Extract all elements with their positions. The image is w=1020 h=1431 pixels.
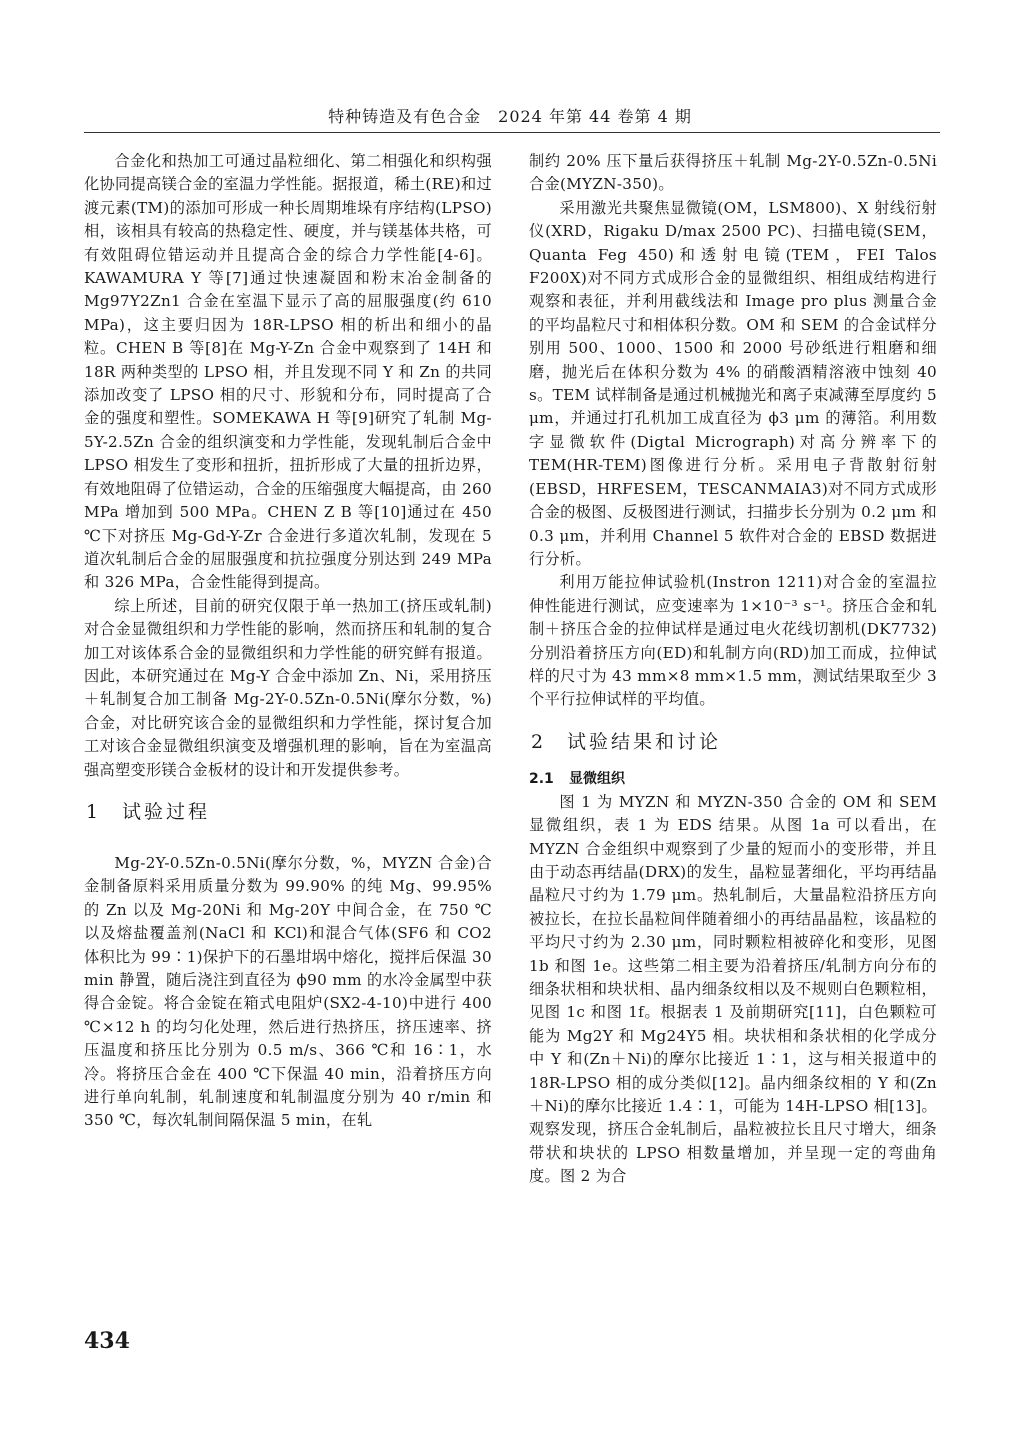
page-number: 434 (84, 1328, 130, 1354)
experiment-paragraph-2: 采用激光共聚焦显微镜(OM，LSM800)、X 射线衍射仪(XRD，Rigaku D/max 2500 PC)、扫描电镜(SEM，Quanta Feg 450)和透射电镜(TEM，FEI Talos F200X)对不同方式成形合金的显微组织、相组成结构进行观察和表征，并利用截线法和 Image pro plus 测量合金的平均晶粒尺寸和相体积分数。OM 和 SEM 的合金试样分别用 500、1000、1500 和 2000 号砂纸进行粗磨和细磨，抛光后在体积分数为 4% 的硝酸酒精溶液中蚀刻 40 s。TEM 试样制备是通过机械抛光和离子束减薄至厚度约 5 μm，并通过打孔机加工成直径为 ϕ3 μm 的薄箔。利用数字显微软件(Digtal Micrograph)对高分辨率下的 TEM(HR-TEM)图像进行分析。采用电子背散射衍射(EBSD，HRFESEM，TESCANMAIA3)对不同方式成形合金的极图、反极图进行测试，扫描步长分别为 0.2 μm 和 0.3 μm，并利用 Channel 5 软件对合金的 EBSD 数据进行分析。 (529, 198, 937, 568)
section-1-title: 试验过程 (122, 800, 211, 823)
section-1-heading (84, 800, 492, 824)
subsection-2-1-title: 显微组织 (569, 770, 625, 787)
subsection-2-1-heading (529, 768, 937, 791)
intro-paragraph-2: 综上所述，目前的研究仅限于单一热加工(挤压或轧制)对合金显微组织和力学性能的影响，然而挤压和轧制的复合加工对该体系合金的显微组织和力学性能的研究鲜有报道。因此，本研究通过在 Mg-Y 合金中添加 Zn、Ni，采用挤压＋轧制复合加工制备 Mg-2Y-0.5Zn-0.5Ni(摩尔分数，%)合金，对比研究该合金的显微组织和力学性能，探讨复合加工对该合金显微组织演变及增强机理的影响，旨在为室温高强高塑变形镁合金板材的设计和开发提供参考。 (84, 596, 492, 779)
left-column (84, 150, 492, 1133)
results-paragraph-1: 图 1 为 MYZN 和 MYZN-350 合金的 OM 和 SEM 显微组织，表 1 为 EDS 结果。从图 1a 可以看出，在 MYZN 合金组织中观察到了少量的短而小的变形带，并且由于动态再结晶(DRX)的发生，晶粒显著细化，平均再结晶晶粒尺寸约为 1.79 μm。热轧制后，大量晶粒沿挤压方向被拉长，在拉长晶粒间伴随着细小的再结晶晶粒，该晶粒的平均尺寸约为 2.30 μm，同时颗粒相被碎化和变形，见图 1b 和图 1e。这些第二相主要为沿着挤压/轧制方向分布的细条状相和块状相、晶内细条纹相以及不规则白色颗粒相，见图 1c 和图 1f。根据表 1 及前期研究[11]，白色颗粒可能为 Mg2Y 和 Mg24Y5 相。块状相和条状相的化学成分中 Y 和(Zn＋Ni)的摩尔比接近 1∶1，这与相关报道中的 18R-LPSO 相的成分类似[12]。晶内细条纹相的 Y 和(Zn＋Ni)的摩尔比接近 1.4∶1，可能为 14H-LPSO 相[13]。观察发现，挤压合金轧制后，晶粒被拉长且尺寸增大，细条带状和块状的 LPSO 相数量增加，并呈现一定的弯曲角度。图 2 为合 (529, 792, 937, 1186)
spacer (529, 754, 937, 768)
section-2-number: 2 (531, 730, 547, 753)
experiment-paragraph-3: 利用万能拉伸试验机(Instron 1211)对合金的室温拉伸性能进行测试，应变速率为 1×10⁻³ s⁻¹。挤压合金和轧制＋挤压合金的拉伸试样是通过电火花线切割机(DK7732)分别沿着挤压方向(ED)和轧制方向(RD)加工而成，拉伸试样的尺寸为 43 mm×8 mm×1.5 mm，测试结果取至少 3 个平行拉伸试样的平均值。 (529, 573, 937, 709)
spacer (529, 712, 937, 730)
running-header: 特种铸造及有色合金 2024 年第 44 卷第 4 期 (328, 107, 692, 126)
experiment-paragraph-1: Mg-2Y-0.5Zn-0.5Ni(摩尔分数，%，MYZN 合金)合金制备原料采用质量分数为 99.90% 的纯 Mg、99.95% 的 Zn 以及 Mg-20Ni 和 Mg-20Y 中间合金，在 750 ℃以及熔盐覆盖剂(NaCl 和 KCl)和混合气体(SF6 和 CO2 体积比为 99∶1)保护下的石墨坩埚中熔化，搅拌后保温 30 min 静置，随后浇注到直径为 ϕ90 mm 的水冷金属型中获得合金锭。将合金锭在箱式电阻炉(SX2-4-10)中进行 400 ℃×12 h 的均匀化处理，然后进行热挤压，挤压速率、挤压温度和挤压比分别为 0.5 m/s、366 ℃和 16∶1，水冷。将挤压合金在 400 ℃下保温 40 min，沿着挤压方向进行单向轧制，轧制速度和轧制温度分别为 40 r/min 和 350 ℃，每次轧制间隔保温 5 min，在轧 (84, 853, 492, 1130)
section-2-heading (529, 730, 937, 754)
experiment-paragraph-continued: 制约 20% 压下量后获得挤压＋轧制 Mg-2Y-0.5Zn-0.5Ni 合金(MYZN-350)。 (529, 152, 937, 194)
right-column (529, 150, 937, 1189)
spacer (84, 782, 492, 800)
intro-paragraph-1: 合金化和热加工可通过晶粒细化、第二相强化和织构强化协同提高镁合金的室温力学性能。据报道，稀土(RE)和过渡元素(TM)的添加可形成一种长周期堆垛有序结构(LPSO)相，该相具有较高的热稳定性、硬度，并与镁基体共格，可有效阻碍位错运动并且提高合金的综合力学性能[4-6]。KAWAMURA Y 等[7]通过快速凝固和粉末冶金制备的 Mg97Y2Zn1 合金在室温下显示了高的屈服强度(约 610 MPa)，这主要归因为 18R-LPSO 相的析出和细小的晶粒。CHEN B 等[8]在 Mg-Y-Zn 合金中观察到了 14H 和 18R 两种类型的 LPSO 相，并且发现不同 Y 和 Zn 的共同添加改变了 LPSO 相的尺寸、形貌和分布，同时提高了合金的强度和塑性。SOMEKAWA H 等[9]研究了轧制 Mg-5Y-2.5Zn 合金的组织演变和力学性能，发现轧制后合金中 LPSO 相发生了变形和扭折，扭折形成了大量的扭折边界，有效地阻碍了位错运动，合金的压缩强度大幅提高，由 260 MPa 增加到 500 MPa。CHEN Z B 等[10]通过在 450 ℃下对挤压 Mg-Gd-Y-Zr 合金进行多道次轧制，发现在 5 道次轧制后合金的屈服强度和抗拉强度分别达到 249 MPa 和 326 MPa，合金性能得到提高。 (84, 152, 492, 592)
spacer (84, 824, 492, 852)
subsection-2-1-number: 2.1 (529, 770, 554, 787)
section-2-title: 试验结果和讨论 (567, 730, 722, 753)
section-1-number: 1 (86, 800, 102, 823)
header-rule (84, 132, 940, 133)
